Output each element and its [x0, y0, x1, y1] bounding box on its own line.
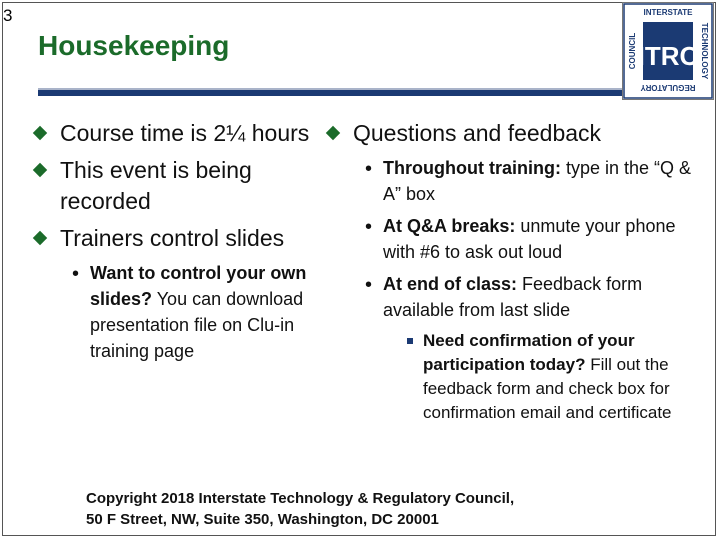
list-item: This event is being recorded: [34, 155, 324, 217]
itrc-logo: [622, 2, 714, 100]
title-divider: [38, 88, 630, 96]
logo-right-text: TECHNOLOGY: [700, 22, 709, 80]
sub-list-item: • Want to control your own slides? You can download presentation file on Clu-in training page: [72, 263, 307, 361]
dot-bullet-icon: •: [365, 158, 373, 180]
sub-sub-list-item: Need confirmation of your participation today? Fill out the feedback form and check box for confirmation email and certificate: [327, 329, 699, 425]
right-column: [327, 118, 699, 425]
logo-top-text: INTERSTATE: [643, 8, 693, 17]
sub-list-item: • At end of class: Feedback form available from last slide: [365, 274, 643, 320]
diamond-bullet-icon: [33, 163, 47, 177]
sub-list-item: • Throughout training: type in the “Q & A” box: [365, 158, 692, 204]
diamond-bullet-icon: [33, 126, 47, 140]
square-bullet-icon: [407, 338, 413, 344]
copyright-footer: Copyright 2018 Interstate Technology & Regulatory Council, 50 F Street, NW, Suite 350, Washington, DC 20001: [86, 490, 515, 528]
diamond-bullet-icon: [33, 231, 47, 245]
sub-list-item: • At Q&A breaks: unmute your phone with #6 to ask out loud: [365, 216, 676, 262]
logo-left-text: COUNCIL: [628, 32, 637, 70]
diamond-bullet-icon: [326, 126, 340, 140]
list-item: Course time is 2¼ hours: [34, 118, 324, 149]
list-item: Trainers control slides: [34, 223, 324, 254]
slide-number: 3: [3, 6, 13, 25]
list-item: Questions and feedback: [327, 118, 699, 149]
logo-center-text: ITRC: [637, 41, 699, 71]
dot-bullet-icon: •: [72, 263, 80, 285]
dot-bullet-icon: •: [365, 216, 373, 238]
page-title: Housekeeping: [38, 30, 230, 61]
dot-bullet-icon: •: [365, 274, 373, 296]
logo-bottom-text: REGULATORY: [640, 83, 696, 92]
left-column: [34, 118, 324, 370]
